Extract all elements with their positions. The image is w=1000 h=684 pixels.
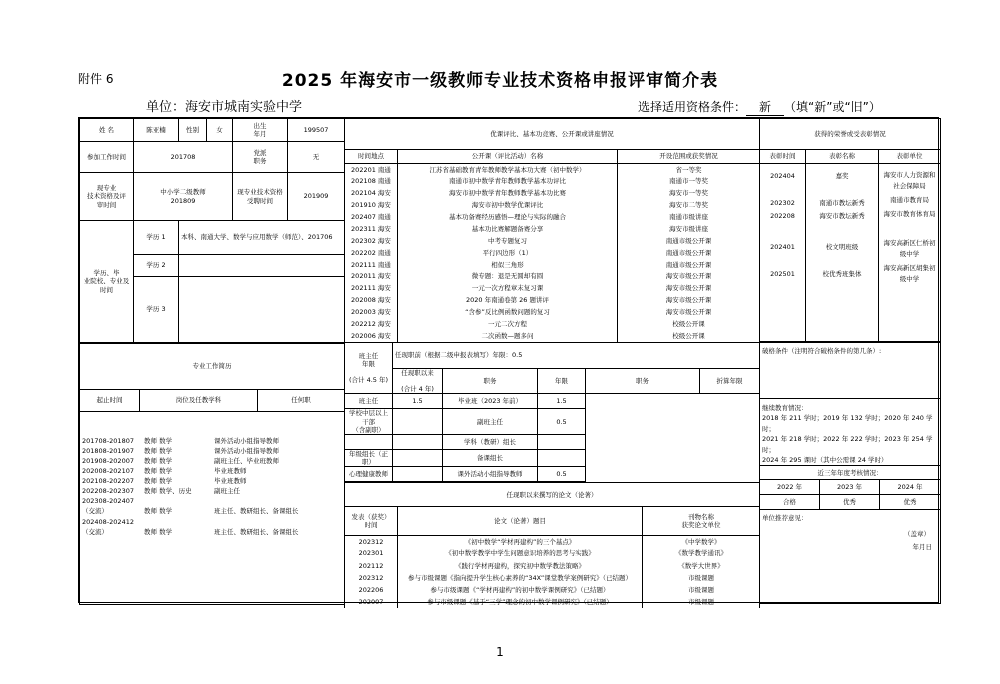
head-teacher-label: 班主任 年限	[358, 351, 379, 369]
lesson-row	[345, 330, 760, 342]
papers-header-pub: 刊物名称 获奖论文单位	[643, 507, 760, 536]
head-teacher-years	[345, 343, 393, 394]
honor-name: 校优秀班集体	[822, 270, 862, 278]
honor-time: 202302	[770, 199, 795, 207]
work-period: 201908-202007	[82, 457, 134, 466]
paper-title: 《初中数学“学材再建构”的三个基点》	[398, 535, 643, 547]
duty-header-years2: 折算年限	[700, 369, 760, 394]
honor-name: 南通市教坛新秀	[819, 199, 865, 207]
work-duty: 毕业班教师	[214, 477, 247, 486]
paper-time: 202206	[345, 584, 398, 596]
personal-info-table	[79, 118, 345, 343]
lesson-time: 202407 南通	[345, 211, 398, 223]
lessons-title: 优课评比、基本功竞赛、公开课或讲座情况	[345, 119, 760, 150]
duty-years1	[393, 434, 443, 449]
duty-years2	[538, 449, 586, 466]
training-label: 继续教育情况：	[762, 404, 808, 412]
document-title: 2025 年海安市一级教师专业技术资格申报评审简介表	[281, 71, 719, 91]
paper-time: 202312	[345, 572, 398, 584]
duty-header-years1: 年限	[538, 369, 586, 394]
duty-role1	[345, 434, 393, 449]
lesson-name: 一元一次方程章末复习课	[398, 282, 618, 294]
honor-org: 海安市人力资源和社会保障局	[883, 171, 936, 190]
work-period: 201808-201907	[82, 447, 134, 456]
paper-row	[345, 596, 760, 608]
lesson-scope: 南通市级公开课	[618, 247, 760, 259]
duty-row	[345, 394, 760, 409]
lesson-scope: 海安市级公开课	[618, 271, 760, 283]
paper-row	[345, 572, 760, 584]
lesson-name: 中考专题复习	[398, 235, 618, 247]
work-start-label: 参加工作时间	[80, 142, 134, 173]
edu3-label: 学历 3	[134, 277, 179, 343]
duty-role2: 毕业班（2023 年前）	[443, 394, 538, 409]
duty-role1: 学校中层以上干部 （含副职）	[345, 409, 393, 434]
edu2-label: 学历 2	[134, 255, 179, 277]
lesson-name: 海安市初中数学青年教师教学基本功比赛	[398, 187, 618, 199]
seal-label: （盖章）	[904, 530, 931, 539]
annex-label: 附件 6	[78, 72, 114, 86]
unit-recommendation	[760, 510, 941, 604]
duty-header-role1: 职务	[443, 369, 538, 394]
duty-before-label: 任现职前（根据二级申报表填写）年限：0.5	[393, 343, 760, 369]
papers-title: 任现职以来撰写的论文（论著）	[345, 483, 760, 507]
lesson-scope: 南通市级公开课	[618, 259, 760, 271]
lesson-row	[345, 199, 760, 211]
paper-pub: 《中学数学》	[643, 535, 760, 547]
lesson-scope: 海安市二等奖	[618, 199, 760, 211]
name-label: 姓 名	[80, 119, 134, 142]
training-line: 2024 年 295 课时（其中公需课 24 学时）	[762, 455, 888, 464]
employment-label: 现专业技术资格 受聘时间	[233, 173, 288, 221]
lesson-name: 基本功比赛解题备赛分享	[398, 223, 618, 235]
honors-title: 获得的荣誉或受表彰情况	[760, 119, 941, 150]
work-history-header-post: 岗位及任教学科	[140, 390, 258, 412]
assessment-year: 2024 年	[880, 480, 941, 495]
summary-table	[78, 117, 939, 606]
paper-time: 202301	[345, 547, 398, 559]
lesson-scope: 南通市级公开课	[618, 235, 760, 247]
paper-title: 参与市级课题《基于“三学”理念的初中数学课例研究》（已结题）	[398, 596, 643, 608]
honor-time: 202501	[770, 270, 795, 278]
lesson-time: 202111 海安	[345, 282, 398, 294]
lesson-row	[345, 306, 760, 318]
honor-time: 202401	[770, 243, 795, 251]
work-history-row	[82, 466, 342, 476]
work-history-row	[82, 496, 342, 516]
paper-row	[345, 584, 760, 596]
duty-row	[345, 409, 760, 434]
training-line: 2021 年 218 学时；2022 年 222 学时；2023 年 254 学时；	[762, 435, 933, 454]
work-history-row	[82, 446, 342, 456]
birth-value: 199507	[288, 119, 345, 142]
work-post: 教师 数学	[144, 457, 173, 466]
lesson-scope: 海安市一等奖	[618, 187, 760, 199]
work-duty: 副班主任	[214, 487, 240, 496]
recommend-label: 单位推荐意见：	[762, 514, 808, 523]
honor-org: 海安高新区胡集初级中学	[883, 264, 936, 283]
lesson-time: 202111 南通	[345, 259, 398, 271]
work-period: 202108-202207	[82, 477, 134, 486]
duty-years1	[393, 409, 443, 434]
lesson-scope: 南通市一等奖	[618, 175, 760, 187]
work-post: 教师 数学	[144, 477, 173, 486]
work-history-row	[82, 436, 342, 446]
lesson-name: 二次函数—题多问	[398, 330, 618, 342]
work-history-title: 专业工作简历	[80, 344, 345, 390]
honor-name: 海安市教坛新秀	[819, 212, 865, 220]
lesson-row	[345, 211, 760, 223]
honor-org: 南通市教育局	[890, 196, 929, 204]
work-post: 教师 数学	[144, 527, 173, 536]
work-duty: 班主任、教研组长、备课组长	[214, 527, 299, 536]
duty-since	[393, 369, 443, 394]
gender-value: 女	[207, 119, 233, 142]
assessment-year: 2022 年	[760, 480, 820, 495]
work-history-table	[79, 343, 345, 605]
duty-years2	[538, 434, 586, 449]
work-history-list	[80, 412, 345, 605]
lesson-time: 202302 海安	[345, 235, 398, 247]
qualification-label: 现专业 技术资格及评 审时间	[80, 173, 134, 221]
lesson-time: 202008 海安	[345, 294, 398, 306]
work-period: 202208-202307	[82, 487, 134, 496]
work-period: 201708-201807	[82, 437, 134, 445]
assessment-title: 近三年年度考核情况：	[760, 466, 941, 480]
duty-years2: 0.5	[538, 467, 586, 482]
exemption-label: 破格条件（注明符合破格条件的第几条）:	[762, 347, 882, 355]
lesson-name: “含参”反比例函数问题的复习	[398, 306, 618, 318]
work-duty: 毕业班教师	[214, 467, 247, 476]
lessons-table	[344, 118, 760, 342]
gender-label: 性别	[179, 119, 207, 142]
lesson-scope: 校级公开课	[618, 318, 760, 330]
work-history-header-duty: 任何职	[258, 390, 345, 412]
work-history-header-period: 起止时间	[80, 390, 140, 412]
paper-pub: 市级课题	[643, 572, 760, 584]
work-post: 教师 数学、历史	[144, 487, 192, 496]
duty-years2: 1.5	[538, 394, 586, 409]
duty-role2: 副班主任	[443, 409, 538, 434]
right-panel	[759, 118, 940, 602]
lesson-name: 平行四边形（1）	[398, 247, 618, 259]
work-post: 教师 数学	[144, 447, 173, 456]
employment-value: 201909	[288, 173, 345, 221]
lesson-row	[345, 259, 760, 271]
assessment-year: 2023 年	[820, 480, 880, 495]
edu2-value	[179, 255, 345, 277]
honors-header-org: 表彰单位	[879, 150, 941, 164]
duty-row	[345, 467, 760, 482]
lesson-scope: 海安市级公开课	[618, 306, 760, 318]
lesson-time: 202212 海安	[345, 318, 398, 330]
edu1-value: 本科、南通大学、数学与应用数学（师范）、201706	[179, 221, 345, 255]
honors-org-column	[879, 164, 941, 342]
work-duty: 副班主任、毕业班教师	[214, 457, 279, 466]
lesson-row	[345, 235, 760, 247]
work-history-row	[82, 486, 342, 496]
honor-org: 海安高新区仁桥初级中学	[883, 239, 936, 258]
lesson-name: 相似三角形	[398, 259, 618, 271]
work-duty: 班主任、教研组长、备课组长	[214, 507, 299, 516]
condition-value: 新	[746, 98, 784, 116]
continuing-education	[760, 399, 941, 466]
lesson-scope: 海安市级公开课	[618, 282, 760, 294]
paper-pub: 《数学大世界》	[643, 560, 760, 572]
lesson-name: 南通市初中数学青年教师教学基本功评比	[398, 175, 618, 187]
lesson-row	[345, 318, 760, 330]
lesson-time: 202104 海安	[345, 187, 398, 199]
paper-title: 参与市级课题《“学材再建构”的初中数学课例研究》（已结题）	[398, 584, 643, 596]
lesson-scope: 南通市级讲座	[618, 211, 760, 223]
honor-name: 嘉奖	[835, 172, 849, 180]
paper-title: 《初中数学教学中学生问题意识培养的思考与实践》	[398, 547, 643, 559]
honor-name: 校文明班级	[825, 243, 859, 251]
lesson-scope: 海安市级公开课	[618, 294, 760, 306]
work-start-value: 201708	[134, 142, 233, 173]
papers-header-title: 论文（论著）题目	[398, 507, 643, 536]
work-post: 教师 数学	[144, 507, 173, 516]
training-line: 2018 年 211 学时；2019 年 132 学时；2020 年 240 学时；	[762, 414, 933, 433]
duty-role2: 备课组长	[443, 449, 538, 466]
duty-years1: 1.5	[393, 394, 443, 409]
work-post: 教师 数学	[144, 437, 173, 445]
duty-since-label: 任现职以来	[401, 369, 434, 377]
lesson-row	[345, 282, 760, 294]
paper-row	[345, 535, 760, 547]
honors-header-time: 表彰时间	[760, 150, 806, 164]
work-history-row	[82, 456, 342, 466]
duty-years-table	[344, 342, 760, 482]
lesson-name: 微专题：退是无圆却有圆	[398, 271, 618, 283]
work-post: 教师 数学	[144, 467, 173, 476]
honors-header-name: 表彰名称	[806, 150, 879, 164]
lesson-time: 202202 南通	[345, 247, 398, 259]
condition-suffix: （填“新”或“旧”）	[784, 100, 881, 114]
lesson-time: 202311 海安	[345, 223, 398, 235]
party-value: 无	[288, 142, 345, 173]
lesson-row	[345, 271, 760, 283]
work-history-row	[82, 476, 342, 486]
paper-row	[345, 547, 760, 559]
work-history-row	[82, 517, 342, 537]
assessment-result: 优秀	[820, 495, 880, 510]
work-period: 202008-202107	[82, 467, 134, 476]
work-duty: 课外活动小组指导教师	[214, 447, 279, 456]
duty-row	[345, 449, 760, 466]
lesson-row	[345, 247, 760, 259]
assessment-result: 合格	[760, 495, 820, 510]
edu3-value	[179, 277, 345, 343]
honor-org: 海安市教育体育局	[883, 210, 936, 218]
lesson-name: 海安市初中数学优课评比	[398, 199, 618, 211]
paper-time: 202112	[345, 560, 398, 572]
lesson-name: 基本功备赛经历感悟—理论与实际的融合	[398, 211, 618, 223]
lesson-name: 一元二次方程	[398, 318, 618, 330]
papers-table	[344, 482, 760, 608]
lesson-scope: 校级公开课	[618, 330, 760, 342]
paper-pub: 市级课题	[643, 584, 760, 596]
work-period: 202308-202407（交流）	[82, 497, 134, 516]
qualification-value: 中小学二级教师 201809	[134, 173, 233, 221]
edu1-label: 学历 1	[134, 221, 179, 255]
lesson-row	[345, 175, 760, 187]
duty-role2: 学科（教研）组长	[443, 434, 538, 449]
paper-pub: 《数学教学通讯》	[643, 547, 760, 559]
lesson-time: 202011 海安	[345, 271, 398, 283]
unit-name: 单位：海安市城南实验中学	[146, 100, 303, 115]
paper-pub: 市级课题	[643, 596, 760, 608]
head-teacher-total: (合计 4.5 年)	[348, 376, 389, 385]
exemption-conditions	[760, 343, 941, 399]
duty-years2: 0.5	[538, 409, 586, 434]
left-panel	[79, 118, 344, 602]
lesson-row	[345, 294, 760, 306]
lesson-time: 202003 海安	[345, 306, 398, 318]
condition-prefix: 选择适用资格条件：	[638, 100, 747, 114]
duty-role1: 班主任	[345, 394, 393, 409]
lesson-row	[345, 223, 760, 235]
lessons-header-name: 公开课（评比活动）名称	[398, 150, 618, 164]
duty-since-total: (合计 4 年)	[401, 385, 434, 394]
work-period: 202408-202412（交流）	[82, 517, 134, 536]
duty-years1	[393, 467, 443, 482]
duty-years1	[393, 449, 443, 466]
paper-row	[345, 560, 760, 572]
paper-title: 《践行学材再建构，探究初中数学教法策略》	[398, 560, 643, 572]
paper-time: 202312	[345, 535, 398, 547]
lesson-time: 202201 南通	[345, 164, 398, 176]
party-label: 党派 职务	[233, 142, 288, 173]
lesson-row	[345, 164, 760, 176]
lesson-time: 202006 海安	[345, 330, 398, 342]
assessment-result: 优秀	[880, 495, 941, 510]
paper-time: 202007	[345, 596, 398, 608]
education-label: 学历、毕 业院校、专业及 时间	[80, 221, 134, 343]
duty-role1: 心理健康教师	[345, 467, 393, 482]
lesson-time: 201910 海安	[345, 199, 398, 211]
duty-header-role2: 职务	[586, 369, 700, 394]
lesson-scope: 海安市级讲座	[618, 223, 760, 235]
work-duty: 课外活动小组指导教师	[214, 437, 279, 445]
papers-header-time: 发表（获奖） 时间	[345, 507, 398, 536]
qualification-condition	[638, 98, 881, 116]
duty-row	[345, 434, 760, 449]
lesson-name: 江苏省基础教育青年教师教学基本功大赛（初中数学）	[398, 164, 618, 176]
lessons-header-scope: 开设范围或获奖情况	[618, 150, 760, 164]
name-value: 陈亚楠	[134, 119, 179, 142]
honors-name-column	[806, 164, 879, 342]
birth-label: 出生 年月	[233, 119, 288, 142]
lesson-time: 202108 南通	[345, 175, 398, 187]
lesson-name: 2020 年南通卷第 26 题讲评	[398, 294, 618, 306]
duty-role1: 年级组长（正职）	[345, 449, 393, 466]
paper-title: 参与市级课题《指向提升学生核心素养的“34X”课堂教学案例研究》（已结题）	[398, 572, 643, 584]
right-lower-table	[759, 342, 941, 604]
honors-time-column	[760, 164, 806, 342]
duty-role2: 课外活动小组指导教师	[443, 467, 538, 482]
middle-panel	[344, 118, 759, 606]
honors-table	[759, 118, 941, 342]
lesson-scope: 省一等奖	[618, 164, 760, 176]
lessons-header-time: 时间地点	[345, 150, 398, 164]
page-number: 1	[496, 645, 504, 659]
lesson-row	[345, 187, 760, 199]
honor-time: 202208	[770, 212, 795, 220]
recommend-date: 年月日	[912, 542, 933, 551]
honor-time: 202404	[770, 172, 795, 180]
